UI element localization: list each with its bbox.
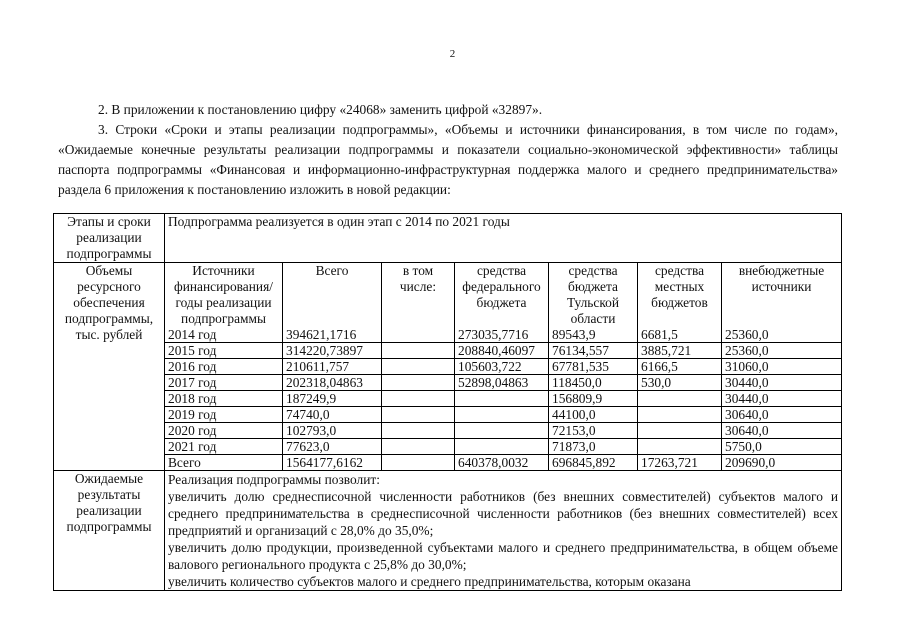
stages-label: Этапы и сроки реализации подпрограммы (54, 214, 165, 263)
funding-cell (165, 263, 842, 471)
cell-total: 210611,757 (283, 359, 382, 375)
header-regional: средства бюджета Тульской области (549, 263, 638, 327)
funding-body (165, 327, 841, 470)
cell-including (382, 423, 455, 439)
funding-header-row (165, 263, 841, 327)
results-line: Реализация подпрограммы позволит: (168, 472, 380, 487)
cell-including (382, 359, 455, 375)
cell-regional: 89543,9 (549, 327, 638, 343)
cell-total: 74740,0 (283, 407, 382, 423)
cell-federal (455, 439, 549, 455)
cell-year: 2016 год (165, 359, 283, 375)
cell-total: 102793,0 (283, 423, 382, 439)
header-sources: Источники финансирования/ годы реализации подпрограммы (165, 263, 283, 327)
cell-year: 2019 год (165, 407, 283, 423)
results-label: Ожидаемые результаты реализации подпрограммы (54, 471, 165, 591)
cell-extrabudget: 30640,0 (722, 423, 842, 439)
cell-federal: 105603,722 (455, 359, 549, 375)
funding-row-8 (165, 455, 841, 471)
cell-federal: 208840,46097 (455, 343, 549, 359)
cell-extrabudget: 25360,0 (722, 327, 842, 343)
cell-year: 2017 год (165, 375, 283, 391)
cell-local (638, 439, 722, 455)
funding-row-1 (165, 343, 841, 359)
funding-row (54, 263, 842, 471)
cell-extrabudget: 30440,0 (722, 375, 842, 391)
cell-total: 314220,73897 (283, 343, 382, 359)
results-line: увеличить долю продукции, произведенной субъектами малого и среднего предпринимательства, в общем объеме валового регионального продукта с 25,8% до 30,0%; (168, 540, 838, 572)
funding-row-3 (165, 375, 841, 391)
cell-extrabudget: 31060,0 (722, 359, 842, 375)
cell-federal (455, 423, 549, 439)
cell-regional: 76134,557 (549, 343, 638, 359)
cell-year: 2015 год (165, 343, 283, 359)
cell-year: Всего (165, 455, 283, 471)
cell-including (382, 407, 455, 423)
cell-local: 6166,5 (638, 359, 722, 375)
header-federal: средства федерального бюджета (455, 263, 549, 327)
cell-regional: 72153,0 (549, 423, 638, 439)
funding-row-5 (165, 407, 841, 423)
funding-row-0 (165, 327, 841, 343)
header-extrabudget: внебюджетные источники (722, 263, 842, 327)
cell-local: 3885,721 (638, 343, 722, 359)
cell-regional: 67781,535 (549, 359, 638, 375)
page-number: 2 (449, 48, 456, 60)
cell-local (638, 407, 722, 423)
cell-regional: 118450,0 (549, 375, 638, 391)
cell-local: 530,0 (638, 375, 722, 391)
funding-row-6 (165, 423, 841, 439)
cell-federal (455, 391, 549, 407)
paragraph-2: 2. В приложении к постановлению цифру «24068» заменить цифрой «32897». (98, 102, 543, 117)
cell-regional: 71873,0 (549, 439, 638, 455)
cell-federal: 640378,0032 (455, 455, 549, 471)
cell-local: 17263,721 (638, 455, 722, 471)
cell-including (382, 439, 455, 455)
cell-local (638, 423, 722, 439)
cell-extrabudget: 25360,0 (722, 343, 842, 359)
cell-local (638, 391, 722, 407)
cell-including (382, 343, 455, 359)
cell-including (382, 327, 455, 343)
funding-row-7 (165, 439, 841, 455)
cell-including (382, 455, 455, 471)
cell-year: 2014 год (165, 327, 283, 343)
cell-regional: 696845,892 (549, 455, 638, 471)
cell-federal: 52898,04863 (455, 375, 549, 391)
cell-extrabudget: 30440,0 (722, 391, 842, 407)
cell-year: 2018 год (165, 391, 283, 407)
cell-total: 187249,9 (283, 391, 382, 407)
cell-year: 2020 год (165, 423, 283, 439)
cell-total: 394621,1716 (283, 327, 382, 343)
cell-total: 202318,04863 (283, 375, 382, 391)
header-total: Всего (283, 263, 382, 327)
funding-row-4 (165, 391, 841, 407)
results-cell (165, 471, 842, 591)
results-line: увеличить количество субъектов малого и среднего предпринимательства, которым оказана (168, 574, 691, 589)
cell-extrabudget: 5750,0 (722, 439, 842, 455)
stages-text: Подпрограмма реализуется в один этап с 2014 по 2021 годы (165, 214, 842, 263)
cell-including (382, 375, 455, 391)
results-row (54, 471, 842, 591)
funding-label: Объемы ресурсного обеспечения подпрограммы, тыс. рублей (54, 263, 165, 471)
cell-extrabudget: 30640,0 (722, 407, 842, 423)
cell-federal: 273035,7716 (455, 327, 549, 343)
header-local: средства местных бюджетов (638, 263, 722, 327)
cell-total: 77623,0 (283, 439, 382, 455)
paragraph-3 (58, 120, 838, 200)
cell-federal (455, 407, 549, 423)
cell-including (382, 391, 455, 407)
cell-extrabudget: 209690,0 (722, 455, 842, 471)
passport-table (53, 213, 842, 591)
header-including: в том числе: (382, 263, 455, 327)
funding-row-2 (165, 359, 841, 375)
paragraph-3-text: 3. Строки «Сроки и этапы реализации подпрограммы», «Объемы и источники финансирования, в том числе по годам», «Ожидаемые конечные результаты реализации подпрограммы и показатели социально-экономической эффективности» таблицы паспорта подпрограммы «Финансовая и информационно-инфраструктурная поддержка малого и среднего предпринимательства» раздела 6 приложения к постановлению изложить в новой редакции: (58, 122, 838, 197)
cell-local: 6681,5 (638, 327, 722, 343)
funding-table (165, 263, 841, 470)
results-line: увеличить долю среднесписочной численности работников (без внешних совместителей) субъектов малого и среднего предпринимательства в среднесписочной численности работников (без внешних совместителей) всех предприятий и организаций с 28,0% до 35,0%; (168, 489, 838, 538)
cell-regional: 44100,0 (549, 407, 638, 423)
cell-total: 1564177,6162 (283, 455, 382, 471)
stages-row (54, 214, 842, 263)
cell-regional: 156809,9 (549, 391, 638, 407)
cell-year: 2021 год (165, 439, 283, 455)
